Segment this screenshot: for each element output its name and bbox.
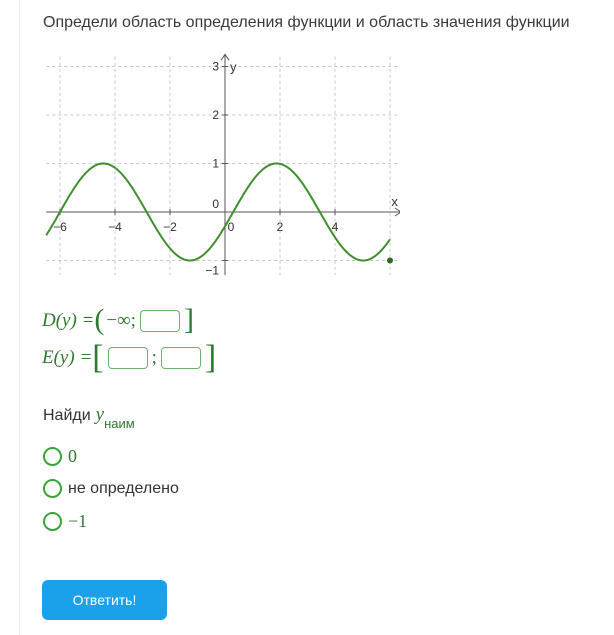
domain-expression [42,305,194,337]
option-1[interactable] [43,479,179,498]
question-variable [95,404,135,431]
curve-endpoint [387,258,393,264]
question-var: y [95,404,105,425]
y-tick-label: 3 [212,59,219,74]
range-separator: ; [151,347,157,368]
task-title: Определи область определения функции и область значения функции [43,14,570,31]
x-tick-label: −4 [108,220,122,234]
x-axis-label: x [391,194,398,209]
y-tick-label: 1 [212,156,219,171]
option-label: не определено [68,479,179,497]
function-graph [30,50,400,285]
option-label: −1 [68,511,88,531]
range-expression [42,339,217,376]
question-text: Найди [43,407,91,424]
option-0[interactable] [43,446,77,467]
x-tick-label: 4 [331,220,339,234]
domain-open-paren: ( [94,303,105,336]
domain-close-bracket: ] [183,303,194,336]
radio-button[interactable] [43,479,62,498]
y-tick-label: 2 [212,108,219,122]
submit-button[interactable]: Ответить! [42,580,167,620]
y-axis-label: y [230,59,237,75]
question-subscript: наим [104,415,135,431]
range-upper-input[interactable] [161,347,201,369]
option-2[interactable] [43,511,87,532]
radio-button[interactable] [43,447,62,466]
range-lower-input[interactable] [108,347,148,369]
domain-lhs: D(y) = [42,310,95,331]
x-tick-label: 2 [276,220,284,234]
radio-button[interactable] [43,512,62,531]
range-lhs: E(y) = [42,347,93,368]
domain-neg-inf: −∞; [106,310,136,331]
x-tick-label: −6 [53,220,67,234]
y-tick-label: −1 [205,263,219,278]
option-label: 0 [68,446,77,466]
range-open-bracket: [ [92,339,104,376]
range-close-bracket: ] [204,339,217,376]
question-label [43,404,135,431]
domain-upper-input[interactable] [140,310,180,332]
x-tick-label: 0 [227,220,235,234]
content-border [19,0,20,635]
x-tick-label: −2 [163,220,177,234]
origin-label: 0 [212,197,219,211]
